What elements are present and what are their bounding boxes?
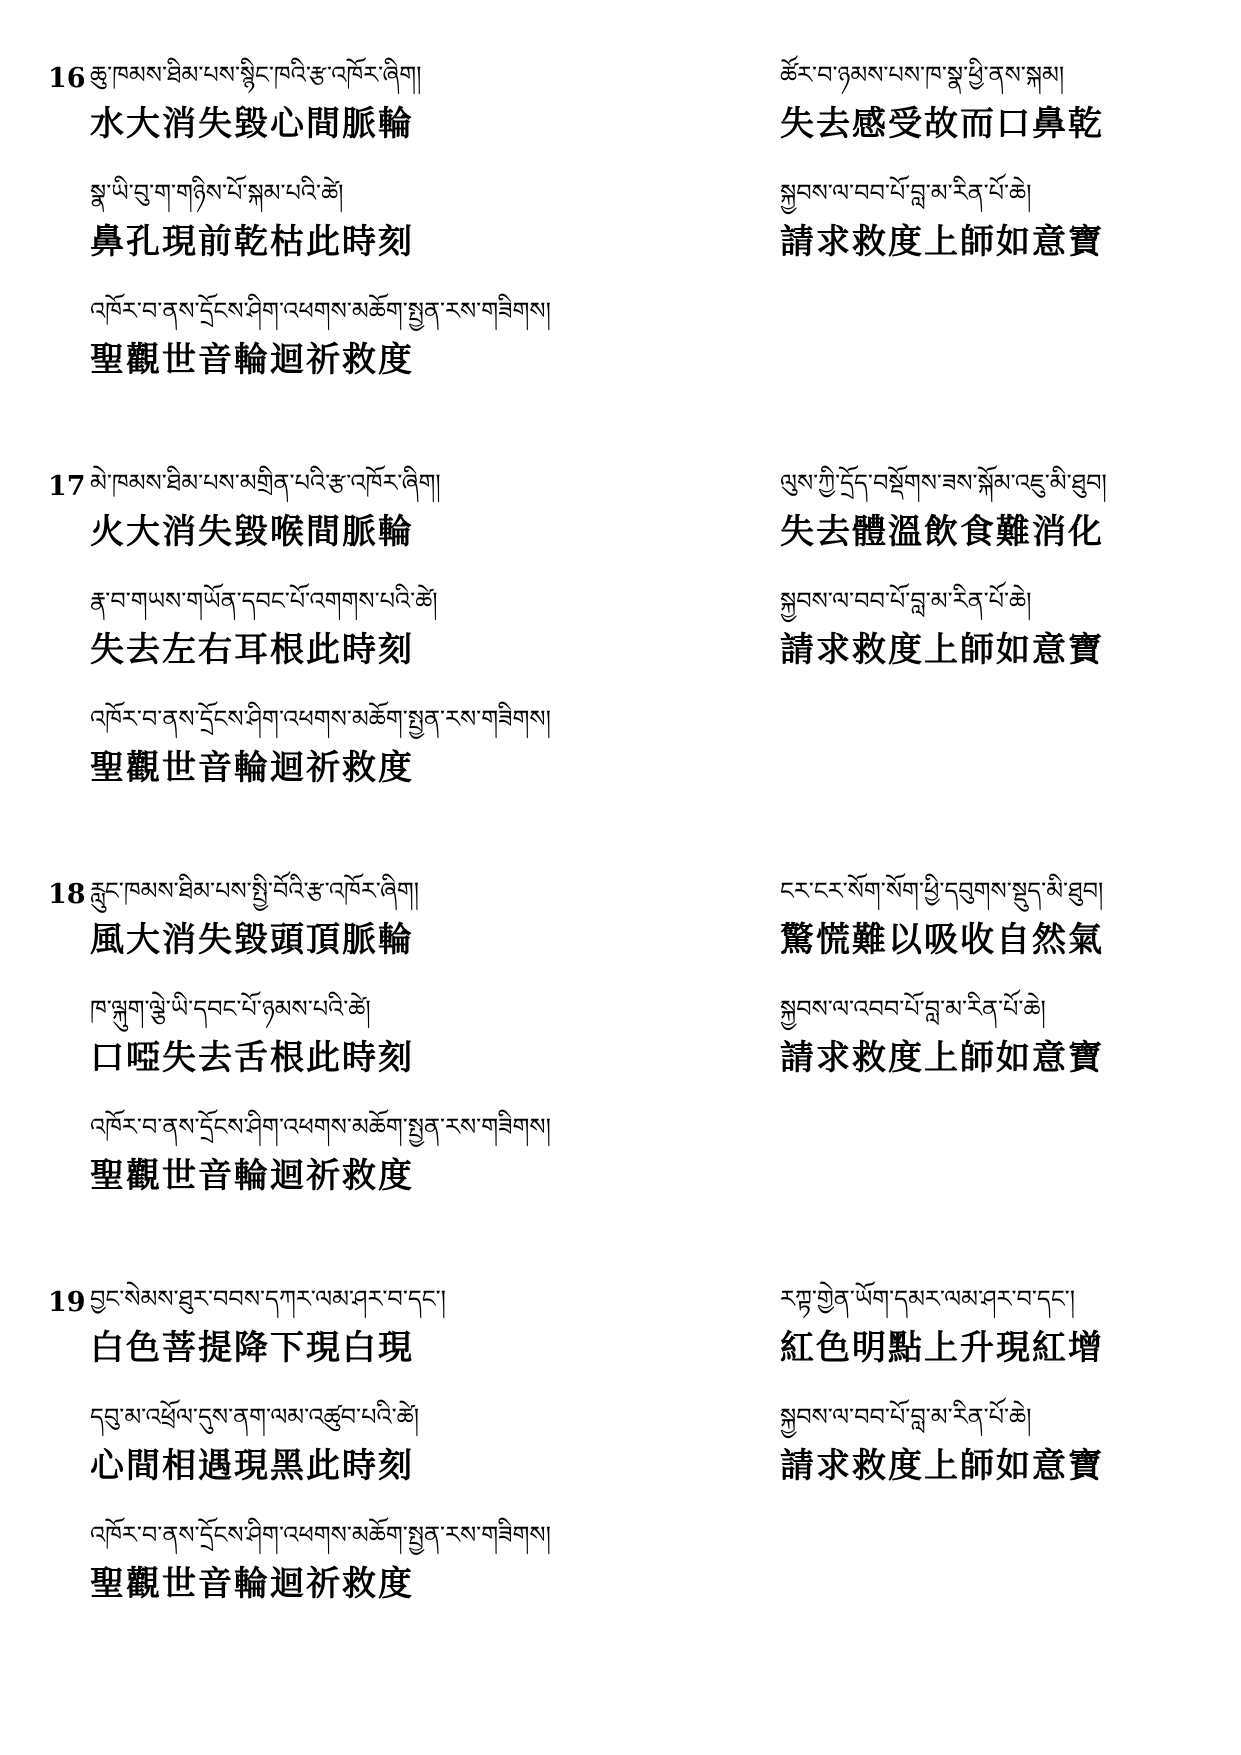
verse-number: 16	[48, 63, 86, 94]
tibetan-line: ལུས་ཀྱི་དྲོད་བསྡོགས་ཟས་སྐོམ་འཇུ་མི་ཐུབ།	[780, 469, 1107, 497]
tibetan-line: སྐྱབས་ལ་བབ་པོ་བླ་མ་རིན་པོ་ཆེ།	[780, 179, 1032, 207]
chinese-line: 請求救度上師如意寶	[780, 1038, 1104, 1078]
chinese-line: 口啞失去舌根此時刻	[90, 1038, 414, 1078]
tibetan-line: འཁོར་བ་ནས་དྲོངས་ཤིག་འཕགས་མཆོག་སྤྱན་རས་གཟིགས།	[90, 297, 551, 325]
tibetan-line: ཆུ་ཁམས་ཐིམ་པས་སྙིང་ཁའི་རྩ་འཁོར་ཞིག།	[90, 61, 422, 89]
chinese-line: 紅色明點上升現紅增	[780, 1328, 1104, 1368]
chinese-line: 鼻孔現前乾枯此時刻	[90, 222, 414, 262]
tibetan-line: སྐྱབས་ལ་བབ་པོ་བླ་མ་རིན་པོ་ཆེ།	[780, 1403, 1032, 1431]
tibetan-line: སྣ་ཡི་བུ་ག་གཉིས་པོ་སྐམ་པའི་ཚེ།	[90, 179, 344, 207]
tibetan-line: རླུང་ཁམས་ཐིམ་པས་སྤྱི་བོའི་རྩ་འཁོར་ཞིག།	[90, 877, 420, 905]
chinese-line: 失去左右耳根此時刻	[90, 630, 414, 670]
tibetan-line: འཁོར་བ་ནས་དྲོངས་ཤིག་འཕགས་མཆོག་སྤྱན་རས་གཟིགས།	[90, 1113, 551, 1141]
tibetan-line: སྐྱབས་ལ་བབ་པོ་བླ་མ་རིན་པོ་ཆེ།	[780, 587, 1032, 615]
chinese-line: 請求救度上師如意寶	[780, 222, 1104, 262]
tibetan-line: རཀྟ་གྱེན་ཡོག་དམར་ལམ་ཤར་བ་དང་།	[780, 1285, 1076, 1313]
tibetan-line: འཁོར་བ་ནས་དྲོངས་ཤིག་འཕགས་མཆོག་སྤྱན་རས་གཟིགས།	[90, 705, 551, 733]
chinese-line: 風大消失毀頭頂脈輪	[90, 920, 414, 960]
chinese-line: 驚慌難以吸收自然氣	[780, 920, 1104, 960]
verse-number: 19	[48, 1287, 86, 1318]
chinese-line: 心間相遇現黑此時刻	[90, 1446, 414, 1486]
chinese-line: 聖觀世音輪迴祈救度	[90, 1564, 414, 1604]
tibetan-line: རྣ་བ་གཡས་གཡོན་དབང་པོ་འགགས་པའི་ཚེ།	[90, 587, 438, 615]
chinese-line: 水大消失毀心間脈輪	[90, 104, 414, 144]
chinese-line: 火大消失毀喉間脈輪	[90, 512, 414, 552]
chinese-line: 請求救度上師如意寶	[780, 630, 1104, 670]
chinese-line: 請求救度上師如意寶	[780, 1446, 1104, 1486]
tibetan-line: མེ་ཁམས་ཐིམ་པས་མགྲིན་པའི་རྩ་འཁོར་ཞིག།	[90, 469, 441, 497]
chinese-line: 聖觀世音輪迴祈救度	[90, 340, 414, 380]
tibetan-line: ངར་ངར་སོག་སོག་ཕྱི་དབུགས་སྡུད་མི་ཐུབ།	[780, 877, 1104, 905]
tibetan-line: དབུ་མ་འཕྲོལ་དུས་ནག་ལམ་འཚུབ་པའི་ཚེ།	[90, 1403, 420, 1431]
chinese-line: 聖觀世音輪迴祈救度	[90, 748, 414, 788]
chinese-line: 白色菩提降下現白現	[90, 1328, 414, 1368]
verse-number: 17	[48, 471, 86, 502]
chinese-line: 失去體溫飲食難消化	[780, 512, 1104, 552]
tibetan-line: སྐྱབས་ལ་འབབ་པོ་བླ་མ་རིན་པོ་ཆེ།	[780, 995, 1046, 1023]
chinese-line: 聖觀世音輪迴祈救度	[90, 1156, 414, 1196]
tibetan-line: བྱང་སེམས་ཐུར་བབས་དཀར་ལམ་ཤར་བ་དང་།	[90, 1285, 446, 1313]
verse-number: 18	[48, 879, 86, 910]
tibetan-line: འཁོར་བ་ནས་དྲོངས་ཤིག་འཕགས་མཆོག་སྤྱན་རས་གཟིགས།	[90, 1521, 551, 1549]
tibetan-line: ཚོར་བ་ཉམས་པས་ཁ་སྣ་ཕྱི་ནས་སྐམ།	[780, 61, 1065, 89]
chinese-line: 失去感受故而口鼻乾	[780, 104, 1104, 144]
tibetan-line: ཁ་ལྐུག་ལྕེ་ཡི་དབང་པོ་ཉམས་པའི་ཚེ།	[90, 995, 371, 1023]
